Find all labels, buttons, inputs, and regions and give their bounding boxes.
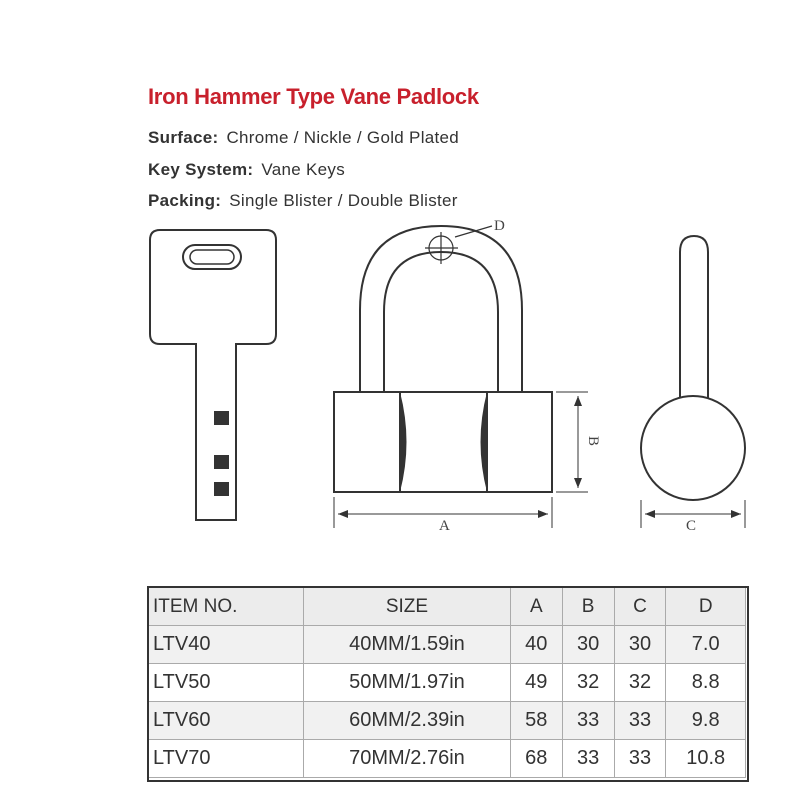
dimension-d-label: D <box>494 218 505 234</box>
cell-d: 10.8 <box>666 740 746 778</box>
table-header-row <box>149 588 746 626</box>
table-row <box>149 740 746 778</box>
cell-c: 32 <box>614 664 666 702</box>
key-drawing <box>150 230 276 520</box>
header-b: B <box>562 588 614 626</box>
cell-b: 30 <box>562 626 614 664</box>
spec-key: Surface: <box>148 128 219 147</box>
cell-a: 49 <box>510 664 562 702</box>
cell-b: 33 <box>562 740 614 778</box>
cell-size: 60MM/2.39in <box>304 702 511 740</box>
spec-value: Single Blister / Double Blister <box>229 191 458 210</box>
header-d: D <box>666 588 746 626</box>
spec-table <box>148 587 746 778</box>
header-item-no: ITEM NO. <box>149 588 304 626</box>
table-row <box>149 664 746 702</box>
cell-b: 32 <box>562 664 614 702</box>
header-size: SIZE <box>304 588 511 626</box>
spec-key: Packing: <box>148 191 222 210</box>
cell-item: LTV50 <box>149 664 304 702</box>
cell-item: LTV40 <box>149 626 304 664</box>
table-row <box>149 702 746 740</box>
dimension-a-label: A <box>439 518 450 534</box>
cell-d: 9.8 <box>666 702 746 740</box>
header-c: C <box>614 588 666 626</box>
cell-c: 33 <box>614 702 666 740</box>
product-title: Iron Hammer Type Vane Padlock <box>148 84 479 109</box>
cell-size: 70MM/2.76in <box>304 740 511 778</box>
cell-item: LTV70 <box>149 740 304 778</box>
cell-c: 33 <box>614 740 666 778</box>
spec-key: Key System: <box>148 160 254 179</box>
header-a: A <box>510 588 562 626</box>
padlock-front-drawing <box>334 226 588 528</box>
cell-a: 40 <box>510 626 562 664</box>
cell-size: 40MM/1.59in <box>304 626 511 664</box>
cell-a: 68 <box>510 740 562 778</box>
cell-c: 30 <box>614 626 666 664</box>
cell-size: 50MM/1.97in <box>304 664 511 702</box>
dimension-c-label: C <box>686 518 697 534</box>
cell-d: 7.0 <box>666 626 746 664</box>
cell-a: 58 <box>510 702 562 740</box>
spec-value: Vane Keys <box>261 160 346 179</box>
cell-item: LTV60 <box>149 702 304 740</box>
dimension-b-label: B <box>585 436 601 447</box>
cell-b: 33 <box>562 702 614 740</box>
cell-d: 8.8 <box>666 664 746 702</box>
table-row <box>149 626 746 664</box>
padlock-side-drawing <box>641 236 745 528</box>
spec-value: Chrome / Nickle / Gold Plated <box>226 128 460 147</box>
